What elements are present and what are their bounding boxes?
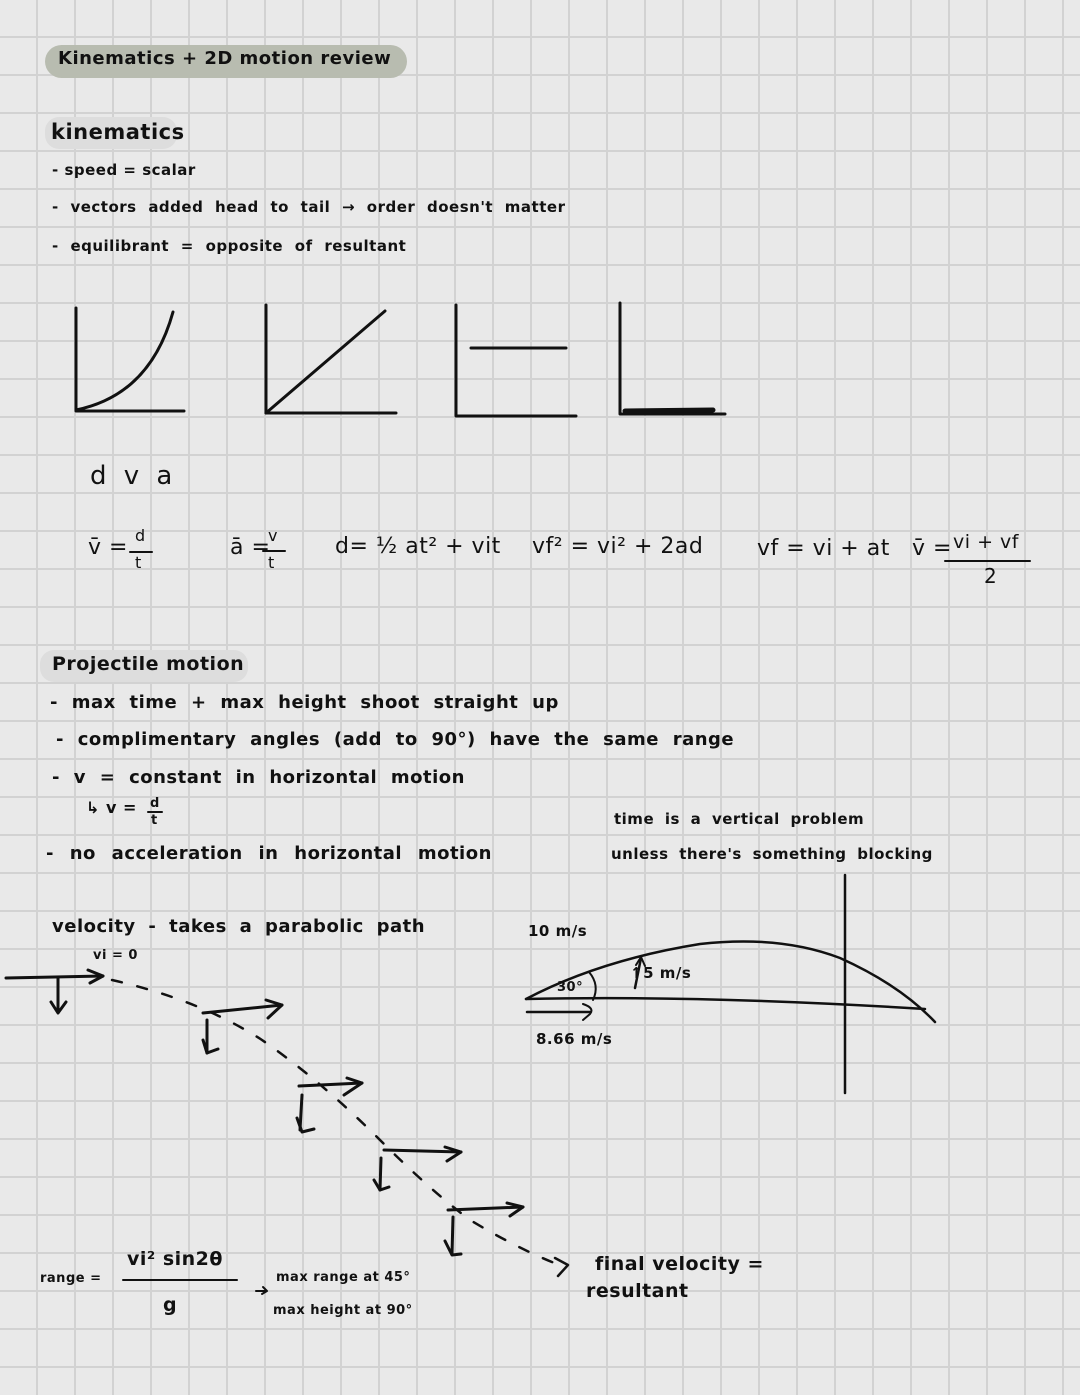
formula-vf-squared: vf² = vi² + 2ad [532,534,704,559]
formula-avg-accel-num: v [268,526,278,545]
formula-avg-velocity2-num: vi + vf [953,531,1019,553]
formula-avg-velocity-den: t [135,553,142,572]
projectile-heading: Projectile motion [52,653,245,675]
initial-velocity-label: vi = 0 [93,948,138,963]
kinematics-bullet-equilibrant: - equilibrant = opposite of resultant [52,237,407,255]
range-note-max-range: max range at 45° [276,1270,411,1285]
formula-displacement: d= ½ at² + vit [335,534,501,559]
graph-velocity-linear [266,305,396,413]
final-velocity-label-1: final velocity = [595,1253,764,1275]
velocity-vector-set-1 [6,970,103,1013]
vertical-component-label: ↑5 m/s [630,964,692,982]
page-title: Kinematics + 2D motion review [58,48,392,69]
parabolic-path-dashed [112,980,562,1266]
range-formula-lhs: range = [40,1271,102,1286]
velocity-vector-set-4 [374,1147,461,1190]
kinematics-bullet-speed: - speed = scalar [52,161,196,179]
speed-label: 10 m/s [528,922,588,940]
graph-labels: d v a [90,461,173,491]
formula-avg-accel-lhs: ā = [230,535,271,560]
velocity-vector-set-2 [203,1000,282,1053]
formula-vf: vf = vi + at [757,536,890,561]
projectile-bullet-complementary: - complimentary angles (add to 90°) have the same range [56,729,735,750]
formula-avg-velocity2-lhs: v̄ = [912,536,952,561]
projectile-bullet-constant-v: - v = constant in horizontal motion [52,767,465,788]
velocity-vector-set-3 [297,1078,362,1132]
graph-position-curve [76,308,184,411]
formula-avg-velocity2-den: 2 [984,564,998,588]
formula-avg-accel-den: t [268,553,275,572]
projectile-sub-formula-den: t [151,813,158,828]
range-formula-den: g [163,1294,178,1316]
projectile-sub-formula-prefix: ↳ v = [86,798,137,817]
side-note-line-1: time is a vertical problem [614,810,865,828]
graph-acceleration-constant [456,305,576,416]
final-velocity-label-2: resultant [586,1280,689,1302]
horizontal-component-label: 8.66 m/s [536,1030,613,1048]
side-note-line-2: unless there's something blocking [611,845,933,863]
range-formula-num: vi² sin2θ [127,1248,223,1270]
velocity-caption: velocity - takes a parabolic path [52,916,426,937]
kinematics-heading: kinematics [51,120,185,144]
projectile-bullet-max-time: - max time + max height shoot straight up [50,692,559,713]
angle-label: 30° [557,980,584,995]
projectile-sub-formula-num: d [150,796,160,811]
graph-zero [620,303,725,414]
range-note-max-height: max height at 90° [273,1303,413,1318]
trajectory-diagram [526,875,935,1093]
kinematics-bullet-vectors: - vectors added head to tail → order doesn't matter [52,198,566,216]
formula-avg-velocity-num: d [135,526,146,545]
projectile-bullet-no-accel: - no acceleration in horizontal motion [46,843,492,864]
formula-avg-velocity-lhs: v̄ = [88,535,128,560]
